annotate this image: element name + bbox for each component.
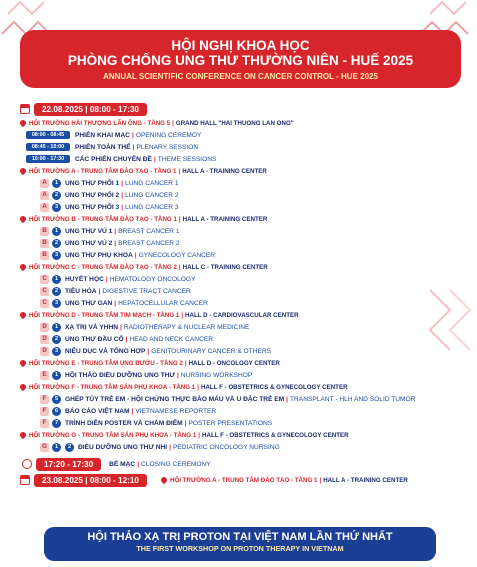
session-number-badge: 1: [52, 275, 61, 284]
session-row: D 3 NIỆU DỤC VÀ TỔNG HỢP | GENITOURINARY CANCER & OTHERS: [26, 345, 460, 357]
session-title-en: OPENING CEREMOY: [135, 131, 202, 139]
session-row: A 2 UNG THƯ PHỔI 2 | LUNG CANCER 2: [26, 189, 460, 201]
session-number-badge: 1: [52, 443, 61, 452]
session-row: C 1 HUYẾT HỌC | HEMATOLOGY ONCOLOGY: [26, 273, 460, 285]
hall-letter-badge: C: [40, 275, 49, 284]
session-row: E 1 HỘI THẢO ĐIỀU DƯỠNG UNG THƯ | NURSING WORKSHOP: [26, 369, 460, 381]
hall-letter-badge: D: [40, 335, 49, 344]
session-number-badge: 7: [52, 419, 61, 428]
hall-g-heading: HỘI TRƯỜNG G - TRUNG TÂM SẢN PHỤ KHOA - TẦNG 1 | HALL F - OBSTETRICS & GYNECOLOGY CENTER: [20, 430, 460, 441]
session-title-vn: HỘI THẢO ĐIỀU DƯỠNG UNG THƯ: [65, 371, 175, 379]
hall-main-heading: HỘI TRƯỜNG HẢI THƯỢNG LÃN ÔNG - TẦNG 5 | GRAND HALL "HAI THUONG LAN ONG": [20, 118, 460, 129]
calendar-icon: [20, 475, 30, 485]
session-number-badge: 2: [52, 335, 61, 344]
conference-header: [20, 30, 461, 88]
session-title-vn: PHIÊN KHAI MẠC: [75, 131, 130, 139]
hall-main-en: GRAND HALL "HAI THUONG LAN ONG": [175, 120, 294, 127]
location-pin-icon: [20, 216, 26, 223]
workshop-banner: [44, 527, 436, 561]
session-title-vn: UNG THƯ ĐẦU CỔ: [65, 335, 124, 343]
session-title-en: PLENARY SESSION: [136, 143, 199, 151]
closing-title-en: CLOSING CEREMONY: [141, 460, 211, 468]
session-title-vn: TIÊU HÓA: [65, 287, 97, 295]
day2-row: [20, 472, 460, 488]
location-pin-icon: [20, 360, 26, 367]
day1-date: 22.08.2025: [42, 104, 83, 114]
hall-e-en: HALL D - ONCOLOGY CENTER: [188, 360, 280, 367]
session-title-vn: TRÌNH DIỄN POSTER VÀ CHẤM ĐIỂM: [65, 419, 183, 427]
workshop-title-en: THE FIRST WORKSHOP ON PROTON THERAPY IN VIETNAM: [136, 544, 344, 553]
session-number-badge: 1: [52, 323, 61, 332]
day2-hall: HỘI TRƯỜNG A - TRUNG TÂM ĐÀO TẠO - TẦNG 1 | HALL A - TRAINING CENTER: [170, 476, 408, 484]
location-pin-icon: [161, 477, 167, 484]
hall-main-vn: HỘI TRƯỜNG HẢI THƯỢNG LÃN ÔNG - TẦNG 5: [29, 120, 171, 127]
day2-hall-vn: HỘI TRƯỜNG A - TRUNG TÂM ĐÀO TẠO - TẦNG 1: [170, 476, 318, 484]
session-time-badge: 08:00 - 08:45: [26, 131, 70, 139]
header-title-line1: HỘI NGHỊ KHOA HỌC: [171, 38, 310, 53]
session-number-badge: 1: [52, 227, 61, 236]
session-title-en: GYNECOLOGY CANCER: [138, 251, 216, 259]
hall-d-heading: HỘI TRƯỜNG D - TRUNG TÂM TIM MẠCH - TẦNG 1 | HALL D - CARDIOVASCULAR CENTER: [20, 310, 460, 321]
session-number-badge: 3: [52, 299, 61, 308]
session-row: D 2 UNG THƯ ĐẦU CỔ | HEAD AND NECK CANCER: [26, 333, 460, 345]
session-number-badge: 5: [52, 395, 61, 404]
session-title-en: LUNG CANCER 2: [125, 191, 179, 199]
session-title-en: LUNG CANCER 3: [125, 203, 179, 211]
session-title-vn: NIỆU DỤC VÀ TỔNG HỢP: [65, 347, 146, 355]
session-title-en: HEPATOCELLULAR CANCER: [118, 299, 208, 307]
session-row: 08:45 - 10:00 PHIÊN TOÀN THỂ | PLENARY SESSION: [26, 141, 460, 153]
session-number-badge: 1: [52, 371, 61, 380]
hall-letter-badge: B: [40, 239, 49, 248]
session-title-en: DIGESTIVE TRACT CANCER: [102, 287, 191, 295]
hall-letter-badge: D: [40, 347, 49, 356]
session-title-en: HEMATOLOGY ONCOLOGY: [109, 275, 196, 283]
session-title-en: BREAST CANCER 2: [118, 239, 180, 247]
hall-letter-badge: G: [40, 443, 49, 452]
hall-b-en: HALL A - TRAINING CENTER: [182, 216, 268, 223]
location-pin-icon: [20, 384, 26, 391]
day1-time: 08:00 - 17:30: [89, 104, 139, 114]
session-row: F 5 GHÉP TỦY TRẺ EM - HỘI CHỨNG THỰC BÀO MÁU VÀ U ĐẶC TRẺ EM | TRANSPLANT - HLH AND SOLID TUMOR: [26, 393, 460, 405]
closing-time-badge: 17:20 - 17:30: [36, 458, 101, 471]
hall-a-vn: HỘI TRƯỜNG A - TRUNG TÂM ĐÀO TẠO - TẦNG 1: [29, 168, 177, 175]
session-title-vn: PHIÊN TOÀN THỂ: [75, 143, 131, 151]
session-row: B 2 UNG THƯ VÚ 2 | BREAST CANCER 2: [26, 237, 460, 249]
location-pin-icon: [20, 432, 26, 439]
day2-hall-en: HALL A - TRAINING CENTER: [323, 476, 408, 484]
clock-icon: [22, 459, 32, 469]
hall-f-heading: HỘI TRƯỜNG F - TRUNG TÂM SẢN PHỤ KHOA - TẦNG 1 | HALL F - OBSTETRICS & GYNECOLOGY CENTER: [20, 382, 460, 393]
session-row: F 6 BÁO CÁO VIỆT NAM | VIETNAMESE REPORTER: [26, 405, 460, 417]
session-title-vn: HUYẾT HỌC: [65, 275, 104, 283]
day2-date: 23.08.2025: [42, 475, 83, 485]
session-title-vn: UNG THƯ VÚ 2: [65, 239, 113, 247]
hall-d-vn: HỘI TRƯỜNG D - TRUNG TÂM TIM MẠCH - TẦNG 1: [29, 312, 180, 319]
hall-letter-badge: A: [40, 179, 49, 188]
session-time-badge: 10:00 - 17:30: [26, 155, 70, 163]
session-title-vn: XẠ TRỊ VÀ YHHN: [65, 323, 119, 331]
session-title-vn: GHÉP TỦY TRẺ EM - HỘI CHỨNG THỰC BÀO MÁU VÀ U ĐẶC TRẺ EM: [65, 395, 285, 403]
session-title-en: HEAD AND NECK CANCER: [129, 335, 213, 343]
hall-letter-badge: E: [40, 371, 49, 380]
session-number-badge: 2: [52, 191, 61, 200]
hall-letter-badge: F: [40, 419, 49, 428]
location-pin-icon: [20, 264, 26, 271]
session-number-badge: 2: [65, 443, 74, 452]
hall-f-vn: HỘI TRƯỜNG F - TRUNG TÂM SẢN PHỤ KHOA - TẦNG 1: [29, 384, 196, 391]
day2-time: 08:00 - 12:10: [89, 475, 139, 485]
session-title-vn: UNG THƯ VÚ 1: [65, 227, 113, 235]
hall-g-en: HALL F - OBSTETRICS & GYNECOLOGY CENTER: [202, 432, 349, 439]
hall-letter-badge: B: [40, 251, 49, 260]
closing-row: 17:20 - 17:30 BẾ MẠC | CLOSING CEREMONY: [20, 456, 460, 472]
hall-letter-badge: A: [40, 203, 49, 212]
location-pin-icon: [20, 120, 26, 127]
hall-c-heading: HỘI TRƯỜNG C - TRUNG TÂM ĐÀO TẠO - TẦNG 2 | HALL C - TRAINING CENTER: [20, 262, 460, 273]
session-title-en: GENITOURINARY CANCER & OTHERS: [151, 347, 272, 355]
session-number-badge: 3: [52, 251, 61, 260]
session-number-badge: 2: [52, 287, 61, 296]
session-title-en: NURSING WORKSHOP: [180, 371, 253, 379]
session-row: C 3 UNG THƯ GAN | HEPATOCELLULAR CANCER: [26, 297, 460, 309]
session-number-badge: 2: [52, 239, 61, 248]
hall-b-heading: HỘI TRƯỜNG B - TRUNG TÂM ĐÀO TẠO - TẦNG 1 | HALL A - TRAINING CENTER: [20, 214, 460, 225]
closing-title-vn: BẾ MẠC: [109, 460, 136, 468]
schedule: [20, 100, 460, 488]
location-pin-icon: [20, 312, 26, 319]
session-row: D 1 XẠ TRỊ VÀ YHHN | RADIOTHERAPY & NUCLEAR MEDICINE: [26, 321, 460, 333]
hall-e-vn: HỘI TRƯỜNG E - TRUNG TÂM UNG BƯỚU - TẦNG 2: [29, 360, 183, 367]
session-number-badge: 3: [52, 347, 61, 356]
session-title-en: THEME SESSIONS: [157, 155, 217, 163]
hall-c-vn: HỘI TRƯỜNG C - TRUNG TÂM ĐÀO TẠO - TẦNG 2: [29, 264, 177, 271]
session-title-en: BREAST CANCER 1: [118, 227, 180, 235]
day1-date-row: [20, 102, 460, 116]
day2-date-badge: 23.08.2025 | 08:00 - 12:10: [34, 474, 147, 487]
session-title-vn: BÁO CÁO VIỆT NAM: [65, 407, 130, 415]
session-row: F 7 TRÌNH DIỄN POSTER VÀ CHẤM ĐIỂM | POSTER PRESENTATIONS: [26, 417, 460, 429]
hall-f-en: HALL F - OBSTETRICS & GYNECOLOGY CENTER: [200, 384, 348, 391]
session-number-badge: 3: [52, 203, 61, 212]
session-row: A 3 UNG THƯ PHỔI 3 | LUNG CANCER 3: [26, 201, 460, 213]
session-title-en: LUNG CANCER 1: [125, 179, 179, 187]
session-title-vn: UNG THƯ PHỤ KHOA: [65, 251, 133, 259]
location-pin-icon: [20, 168, 26, 175]
hall-c-en: HALL C - TRAINING CENTER: [182, 264, 268, 271]
header-title-line2: PHÒNG CHỐNG UNG THƯ THƯỜNG NIÊN - HUẾ 2025: [67, 53, 414, 68]
hall-g-vn: HỘI TRƯỜNG G - TRUNG TÂM SẢN PHỤ KHOA - TẦNG 1: [29, 432, 197, 439]
calendar-icon: [20, 104, 30, 114]
session-title-en: TRANSPLANT - HLH AND SOLID TUMOR: [290, 395, 416, 403]
session-row: B 1 UNG THƯ VÚ 1 | BREAST CANCER 1: [26, 225, 460, 237]
hall-letter-badge: F: [40, 407, 49, 416]
hall-d-en: HALL D - CARDIOVASCULAR CENTER: [185, 312, 299, 319]
session-number-badge: 6: [52, 407, 61, 416]
session-title-en: VIETNAMESE REPORTER: [135, 407, 217, 415]
session-row: G 1 2 ĐIỀU DƯỠNG UNG THƯ NHI | PEDIATRIC ONCOLOGY NURSING: [26, 441, 460, 453]
session-row: 10:00 - 17:30 CÁC PHIÊN CHUYÊN ĐỀ | THEME SESSIONS: [26, 153, 460, 165]
session-row: C 2 TIÊU HÓA | DIGESTIVE TRACT CANCER: [26, 285, 460, 297]
session-title-vn: UNG THƯ GAN: [65, 299, 113, 307]
hall-letter-badge: B: [40, 227, 49, 236]
session-title-en: PEDIATRIC ONCOLOGY NURSING: [172, 443, 280, 451]
session-title-vn: UNG THƯ PHỔI 1: [65, 179, 120, 187]
session-title-vn: UNG THƯ PHỔI 2: [65, 191, 120, 199]
hall-a-en: HALL A - TRAINING CENTER: [182, 168, 267, 175]
hall-letter-badge: D: [40, 323, 49, 332]
session-title-vn: UNG THƯ PHỔI 3: [65, 203, 120, 211]
hall-letter-badge: C: [40, 287, 49, 296]
session-row: A 1 UNG THƯ PHỔI 1 | LUNG CANCER 1: [26, 177, 460, 189]
session-title-en: POSTER PRESENTATIONS: [188, 419, 273, 427]
session-number-badge: 1: [52, 179, 61, 188]
session-title-vn: CÁC PHIÊN CHUYÊN ĐỀ: [75, 155, 152, 163]
hall-letter-badge: C: [40, 299, 49, 308]
hall-a-heading: HỘI TRƯỜNG A - TRUNG TÂM ĐÀO TẠO - TẦNG 1 | HALL A - TRAINING CENTER: [20, 166, 460, 177]
header-subtitle-en: ANNUAL SCIENTIFIC CONFERENCE ON CANCER CONTROL - HUE 2025: [103, 72, 378, 81]
hall-letter-badge: F: [40, 395, 49, 404]
hall-e-heading: HỘI TRƯỜNG E - TRUNG TÂM UNG BƯỚU - TẦNG 2 | HALL D - ONCOLOGY CENTER: [20, 358, 460, 369]
session-title-vn: ĐIỀU DƯỠNG UNG THƯ NHI: [78, 443, 168, 451]
hall-b-vn: HỘI TRƯỜNG B - TRUNG TÂM ĐÀO TẠO - TẦNG 1: [29, 216, 177, 223]
session-title-en: RADIOTHERAPY & NUCLEAR MEDICINE: [123, 323, 250, 331]
day1-date-badge: 22.08.2025 | 08:00 - 17:30: [34, 103, 147, 116]
workshop-title-vn: HỘI THẢO XẠ TRỊ PROTON TẠI VIỆT NAM LẦN THỨ NHẤT: [87, 531, 393, 543]
session-row: 08:00 - 08:45 PHIÊN KHAI MẠC | OPENING CEREMOY: [26, 129, 460, 141]
session-row: B 3 UNG THƯ PHỤ KHOA | GYNECOLOGY CANCER: [26, 249, 460, 261]
hall-letter-badge: A: [40, 191, 49, 200]
session-time-badge: 08:45 - 10:00: [26, 143, 70, 151]
